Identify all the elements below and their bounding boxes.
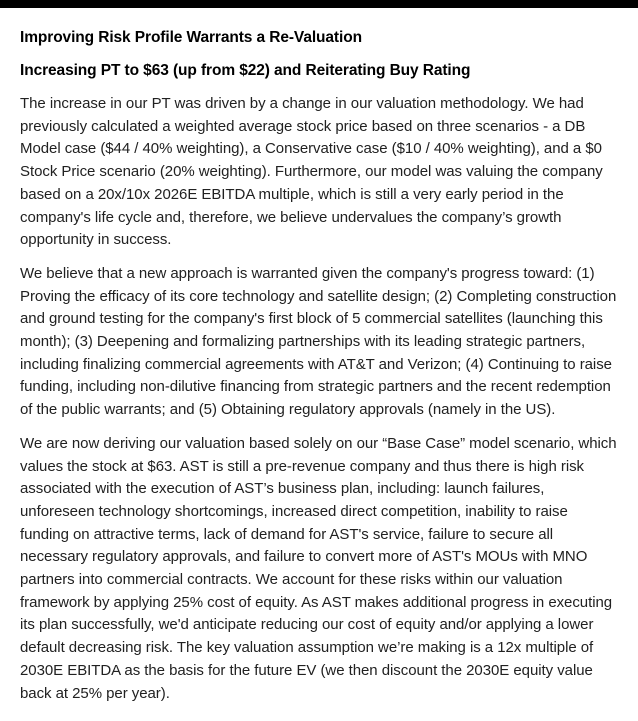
- section-heading-price-target: Increasing PT to $63 (up from $22) and Reiterating Buy Rating: [20, 62, 471, 79]
- section-heading-risk-profile: Improving Risk Profile Warrants a Re-Valuation: [20, 29, 362, 46]
- paragraph-valuation-methodology: The increase in our PT was driven by a change in our valuation methodology. We had previously calculated a weighted average stock price based on three scenarios - a DB Model case ($44 / 40% weighting), a Conservative case ($10 / 40% weighting), and a $0 Stock Price scenario (20% weighting). Furthermore, our model was valuing the company based on a 20x/10x 2026E EBITDA multiple, which is still a very early period in the company's life cycle and, therefore, we believe undervalues the company’s growth opportunity in success.: [20, 95, 603, 249]
- top-bar: [0, 0, 638, 8]
- report-body: [0, 8, 638, 705]
- paragraph-base-case-risks: We are now deriving our valuation based solely on our “Base Case” model scenario, which values the stock at $63. AST is still a pre-revenue company and thus there is high risk associated with the execution of AST’s business plan, including: launch failures, unforeseen technology shortcomings, increased direct competition, inability to raise funding on attractive terms, lack of demand for AST's service, failure to secure all necessary regulatory approvals, and failure to convert more of AST's MOUs with MNO partners into commercial contracts. We account for these risks within our valuation framework by applying 25% cost of equity. As AST makes additional progress in executing its plan successfully, we'd anticipate reducing our cost of equity and/or applying a lower default decreasing risk. The key valuation assumption we’re making is a 12x multiple of 2030E EBITDA as the basis for the future EV (we then discount the 2030E equity value back at 25% per year).: [20, 434, 617, 702]
- paragraph-progress-milestones: We believe that a new approach is warranted given the company's progress toward: (1) Proving the efficacy of its core technology and satellite design; (2) Completing construction and ground testing for the company's first block of 5 commercial satellites (launching this month); (3) Deepening and formalizing partnerships with its leading strategic partners, including finalizing commercial agreements with AT&T and Verizon; (4) Continuing to raise funding, including non-dilutive financing from strategic partners and the recent redemption of the public warrants; and (5) Obtaining regulatory approvals (namely in the US).: [20, 264, 617, 419]
